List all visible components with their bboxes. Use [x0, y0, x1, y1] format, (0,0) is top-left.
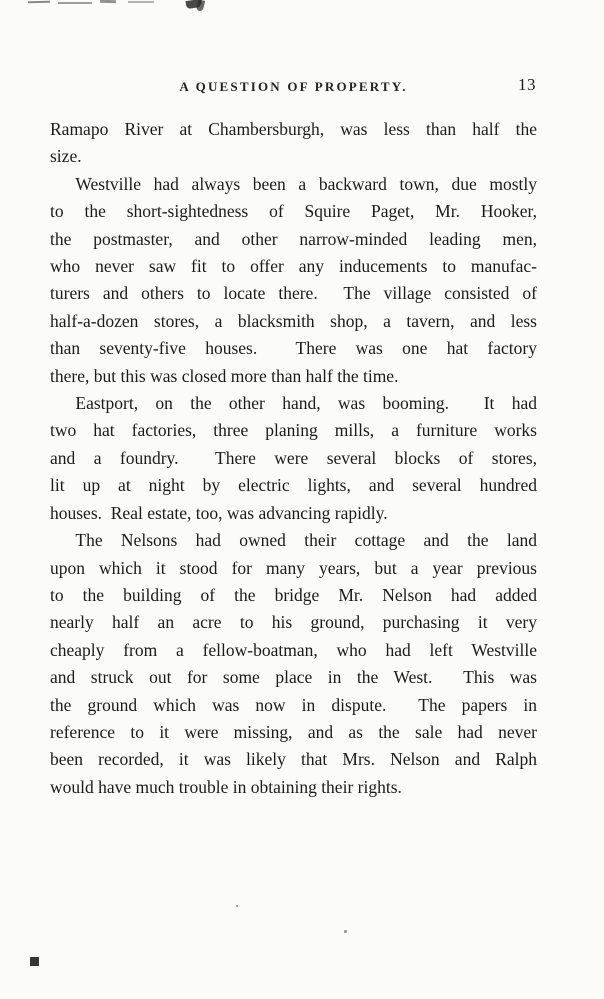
text-line: lit up at night by electric lights, and several hundred: [50, 475, 537, 496]
text-line: the ground which was now in dispute. The papers in: [50, 694, 537, 715]
text-line: would have much trouble in obtaining their rights.: [50, 776, 402, 797]
text-line: The Nelsons had owned their cottage and the land: [75, 530, 537, 551]
scan-artifact: [236, 905, 238, 907]
text-line: who never saw fit to offer any inducements to manufac-: [50, 256, 537, 277]
text-line: nearly half an acre to his ground, purchasing it very: [50, 612, 537, 633]
paragraph: [50, 527, 537, 801]
text-line: Westville had always been a backward town, due mostly: [75, 173, 537, 194]
scan-artifact: [128, 1, 154, 3]
scan-artifact: [28, 1, 50, 3]
text-line: and struck out for some place in the West. This was: [50, 667, 537, 688]
text-line: been recorded, it was likely that Mrs. Nelson and Ralph: [50, 749, 537, 770]
text-line: reference to it were missing, and as the sale had never: [50, 721, 537, 742]
scan-artifact: [30, 957, 39, 966]
text-line: size.: [50, 146, 82, 167]
scan-artifact: [196, 0, 205, 12]
text-line: there, but this was closed more than half the time.: [50, 365, 399, 386]
paragraph: [50, 171, 537, 390]
text-line: than seventy-five houses. There was one hat factory: [50, 338, 537, 359]
page-number: 13: [518, 75, 536, 94]
text-line: two hat factories, three planing mills, a furniture works: [50, 420, 537, 441]
text-line: the postmaster, and other narrow-minded leading men,: [50, 228, 537, 249]
paragraphs-container: [50, 116, 537, 801]
text-line: to the building of the bridge Mr. Nelson had added: [50, 584, 537, 605]
text-line: turers and others to locate there. The village consisted of: [50, 283, 537, 304]
text-line: cheaply from a fellow-boatman, who had left Westville: [50, 639, 537, 660]
paragraph: [50, 390, 537, 527]
text-line: houses. Real estate, too, was advancing rapidly.: [50, 502, 388, 523]
chapter-running-title: A QUESTION OF PROPERTY.: [179, 79, 408, 94]
scan-artifact: [100, 0, 116, 3]
text-block: [50, 75, 537, 801]
text-line: Ramapo River at Chambersburgh, was less than half the: [50, 119, 537, 139]
scan-artifact: [58, 2, 92, 4]
paragraph: [50, 116, 537, 171]
running-header: [50, 75, 537, 100]
text-line: and a foundry. There were several blocks of stores,: [50, 447, 537, 468]
text-line: half-a-dozen stores, a blacksmith shop, a tavern, and less: [50, 310, 537, 331]
scan-artifact: [344, 930, 347, 933]
text-line: upon which it stood for many years, but a year previous: [50, 557, 537, 578]
text-line: to the short-sightedness of Squire Paget, Mr. Hooker,: [50, 201, 537, 222]
text-line: Eastport, on the other hand, was booming. It had: [75, 393, 537, 414]
